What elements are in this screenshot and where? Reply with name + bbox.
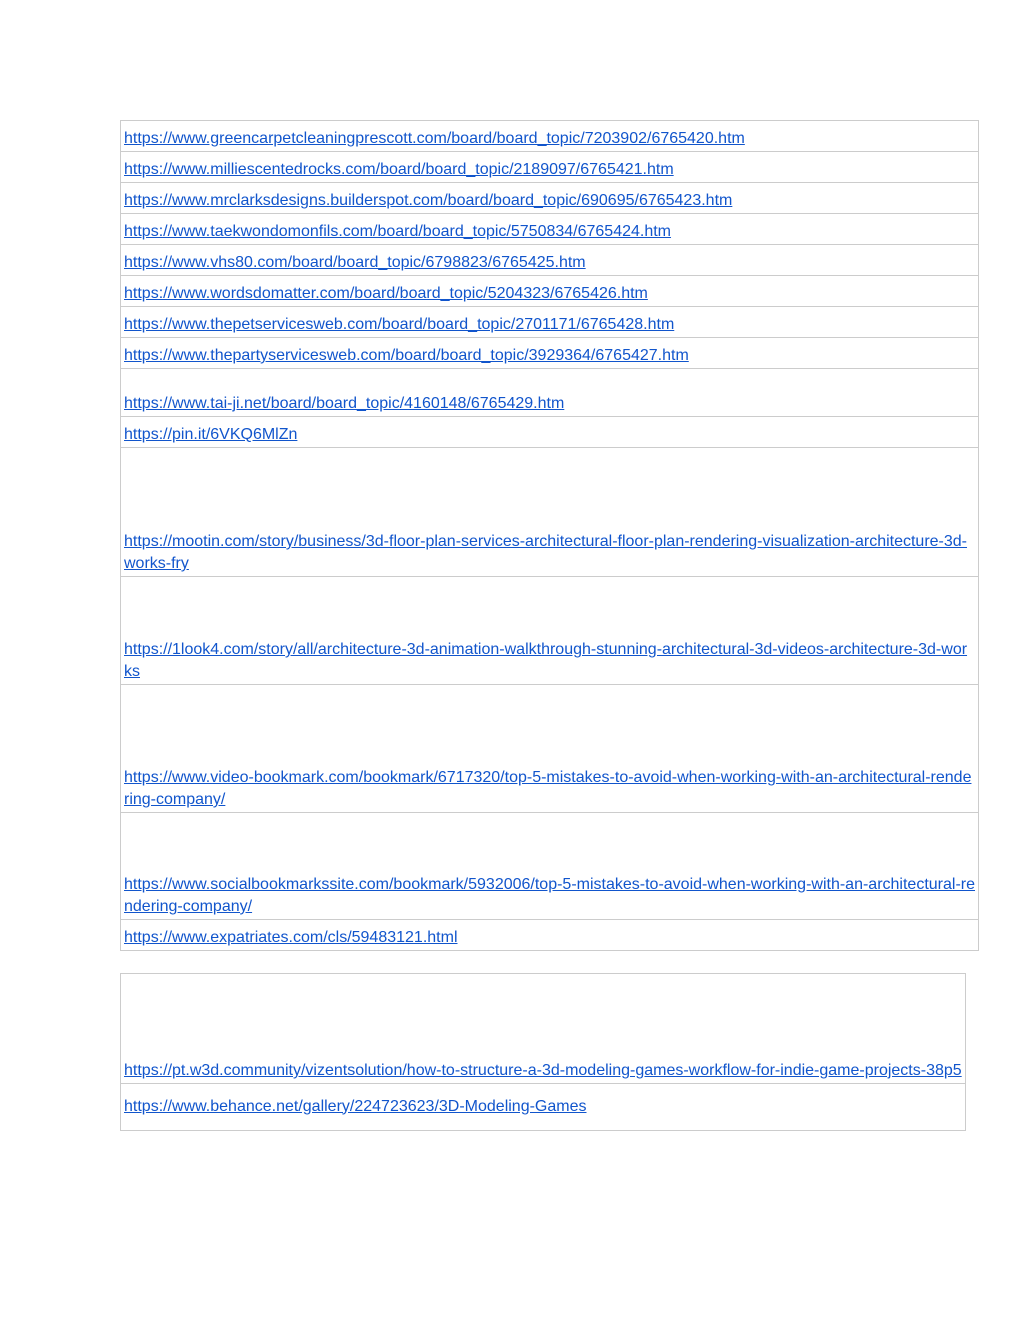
table-row bbox=[121, 920, 979, 951]
link[interactable]: https://www.behance.net/gallery/224723623/3D-Modeling-Games bbox=[124, 1097, 587, 1115]
link[interactable]: https://www.milliescentedrocks.com/board/board_topic/2189097/6765421.htm bbox=[124, 161, 674, 178]
table-row bbox=[121, 214, 979, 245]
table-row bbox=[121, 1084, 966, 1131]
table-row bbox=[121, 577, 979, 685]
table-cell bbox=[121, 121, 979, 152]
table-cell bbox=[121, 245, 979, 276]
link[interactable]: https://1look4.com/story/all/architecture-3d-animation-walkthrough-stunning-architectural-3d-videos-architecture-3d-works bbox=[124, 641, 968, 680]
table-cell bbox=[121, 685, 979, 813]
table-cell bbox=[121, 813, 979, 920]
link[interactable]: https://pin.it/6VKQ6MlZn bbox=[124, 426, 298, 443]
table-row bbox=[121, 245, 979, 276]
table-row bbox=[121, 121, 979, 152]
link[interactable]: https://www.video-bookmark.com/bookmark/6717320/top-5-mistakes-to-avoid-when-working-with-an-architectural-rendering-company/ bbox=[124, 769, 972, 808]
link[interactable]: https://www.expatriates.com/cls/59483121.html bbox=[124, 929, 458, 946]
link[interactable]: https://www.mrclarksdesigns.builderspot.com/board/board_topic/690695/6765423.htm bbox=[124, 192, 733, 209]
table-row bbox=[121, 183, 979, 214]
table-cell bbox=[121, 152, 979, 183]
table-cell bbox=[121, 307, 979, 338]
link[interactable]: https://www.thepetservicesweb.com/board/board_topic/2701171/6765428.htm bbox=[124, 316, 675, 333]
link[interactable]: https://www.socialbookmarkssite.com/bookmark/5932006/top-5-mistakes-to-avoid-when-working-with-an-architectural-rendering-company/ bbox=[124, 876, 975, 915]
table-cell bbox=[121, 417, 979, 448]
link[interactable]: https://pt.w3d.community/vizentsolution/how-to-structure-a-3d-modeling-games-workflow-for-indie-game-projects-38p5 bbox=[124, 1062, 962, 1079]
table-row bbox=[121, 307, 979, 338]
link[interactable]: https://www.vhs80.com/board/board_topic/6798823/6765425.htm bbox=[124, 254, 586, 271]
table-row bbox=[121, 338, 979, 369]
table-row bbox=[121, 369, 979, 417]
links-table-1 bbox=[120, 120, 979, 951]
table-cell bbox=[121, 214, 979, 245]
table-cell bbox=[121, 448, 979, 577]
table-cell bbox=[121, 577, 979, 685]
table-row bbox=[121, 152, 979, 183]
table-row bbox=[121, 276, 979, 307]
table-row bbox=[121, 448, 979, 577]
link[interactable]: https://www.wordsdomatter.com/board/board_topic/5204323/6765426.htm bbox=[124, 285, 648, 302]
table-cell bbox=[121, 1084, 966, 1131]
table-cell bbox=[121, 183, 979, 214]
table-cell bbox=[121, 974, 966, 1084]
links-table-2 bbox=[120, 973, 966, 1131]
table-row bbox=[121, 685, 979, 813]
link[interactable]: https://www.greencarpetcleaningprescott.com/board/board_topic/7203902/6765420.htm bbox=[124, 130, 745, 147]
table-row bbox=[121, 813, 979, 920]
table-cell bbox=[121, 369, 979, 417]
link[interactable]: https://www.tai-ji.net/board/board_topic/4160148/6765429.htm bbox=[124, 395, 565, 412]
table-cell bbox=[121, 920, 979, 951]
link[interactable]: https://www.thepartyservicesweb.com/board/board_topic/3929364/6765427.htm bbox=[124, 347, 689, 364]
link[interactable]: https://mootin.com/story/business/3d-floor-plan-services-architectural-floor-plan-rendering-visualization-architecture-3d-works-fry bbox=[124, 533, 968, 572]
link[interactable]: https://www.taekwondomonfils.com/board/board_topic/5750834/6765424.htm bbox=[124, 223, 672, 240]
table-cell bbox=[121, 338, 979, 369]
table-row bbox=[121, 974, 966, 1084]
table-cell bbox=[121, 276, 979, 307]
table-row bbox=[121, 417, 979, 448]
